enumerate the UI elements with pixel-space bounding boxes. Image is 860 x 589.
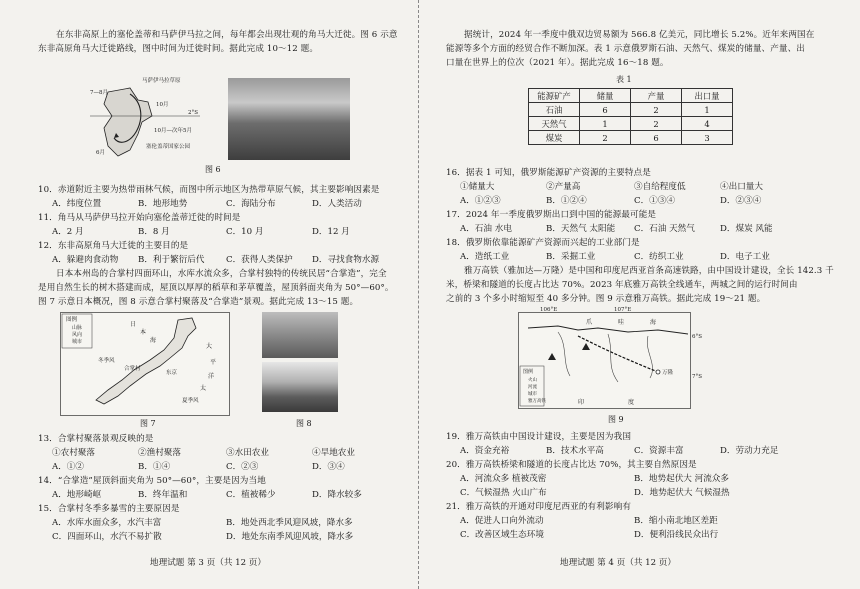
- option[interactable]: ③水田农业: [226, 448, 269, 458]
- option[interactable]: A．纬度位置: [52, 199, 102, 209]
- option[interactable]: D．12 月: [312, 227, 350, 237]
- question-18: 18．俄罗斯依靠能源矿产资源而兴起的工业部门是: [446, 238, 640, 248]
- fig7-label: 洋: [208, 373, 215, 380]
- table-cell: 1: [682, 103, 733, 117]
- fig7-label: 日: [130, 321, 137, 328]
- option[interactable]: C．纺织工业: [634, 252, 684, 262]
- intro2-line: 雅万高铁（雅加达—万隆）是中国和印度尼西亚首条高速铁路，由中国设计建设，全长 142.3 千: [464, 266, 834, 276]
- fig9-label: 107°E: [614, 307, 632, 313]
- table-header-cell: 产量: [631, 89, 682, 103]
- option[interactable]: A．①②: [52, 462, 84, 472]
- table-cell: 4: [682, 117, 733, 131]
- right-page: [430, 0, 860, 589]
- option[interactable]: C．10 月: [226, 227, 264, 237]
- table-header-cell: 能源矿产: [529, 89, 580, 103]
- question-20: 20．雅万高铁桥梁和隧道的长度占比达 70%，其主要自然原因是: [446, 460, 697, 470]
- fig9-legend-item: 城市: [528, 392, 537, 397]
- fig9-label: 爪: [586, 319, 593, 326]
- table-header-cell: 出口量: [682, 89, 733, 103]
- village-photo: [262, 312, 338, 358]
- fig9-legend-item: 火山: [528, 378, 537, 383]
- option[interactable]: C．改善区域生态环境: [460, 530, 544, 540]
- option[interactable]: D．劳动力充足: [720, 446, 779, 456]
- option[interactable]: ③自给程度低: [634, 182, 686, 192]
- option[interactable]: A．河流众多 植被茂密: [460, 474, 547, 484]
- intro2-line: 图 7 示意日本概况，图 8 示意合掌村聚落及“合掌造”景观。据此完成 13～15 题。: [38, 297, 359, 307]
- figure-7-caption: 图 7: [140, 419, 156, 428]
- option[interactable]: B．地形地势: [138, 199, 188, 209]
- question-19: 19．雅万高铁由中国设计建设，主要是因为我国: [446, 432, 632, 442]
- table-cell: 2: [631, 117, 682, 131]
- option[interactable]: A．资金充裕: [460, 446, 510, 456]
- fig7-label: 海: [150, 337, 157, 344]
- option[interactable]: A．促进人口向外流动: [460, 516, 544, 526]
- fig7-legend-item: 山脉: [72, 325, 83, 331]
- fig7-label: 冬季风: [98, 358, 115, 364]
- table-cell: 石油: [529, 103, 580, 117]
- question-12: 12．东非高原角马大迁徙的主要目的是: [38, 241, 189, 251]
- option[interactable]: D．降水较多: [312, 490, 362, 500]
- table-cell: 1: [580, 117, 631, 131]
- option[interactable]: D．电子工业: [720, 252, 770, 262]
- figure-9-caption: 图 9: [608, 415, 624, 424]
- option[interactable]: C．②③: [226, 462, 259, 472]
- option[interactable]: B．技术水平高: [546, 446, 604, 456]
- table-cell: 2: [580, 131, 631, 145]
- option[interactable]: D．③④: [312, 462, 345, 472]
- table-cell: 3: [682, 131, 733, 145]
- migration-photo: [228, 78, 350, 160]
- option[interactable]: B．采掘工业: [546, 252, 596, 262]
- city-icon: [656, 370, 660, 374]
- page-footer: 地理试题 第 3 页（共 12 页）: [150, 558, 266, 568]
- option[interactable]: C．资源丰富: [634, 446, 684, 456]
- option[interactable]: ②产量高: [546, 182, 581, 192]
- option[interactable]: C．①③④: [634, 196, 675, 206]
- option[interactable]: A．地形崎岖: [52, 490, 102, 500]
- option[interactable]: D．寻找食物水源: [312, 255, 380, 265]
- fig9-label: 7°S: [692, 374, 703, 380]
- fig9-label: 万隆: [662, 370, 674, 376]
- table-cell: 煤炭: [529, 131, 580, 145]
- fig9-label: 印: [578, 399, 585, 406]
- page-footer: 地理试题 第 4 页（共 12 页）: [560, 558, 676, 568]
- option[interactable]: B．天然气 太阳能: [546, 224, 616, 234]
- option[interactable]: D．便利沿线民众出行: [634, 530, 719, 540]
- question-10: 10．赤道附近主要为热带雨林气候，而图中所示地区为热带草原气候，其主要影响因素是: [38, 185, 380, 195]
- fig7-label: 东京: [166, 370, 178, 376]
- intro-line: 在东非高原上的塞伦盖蒂和马萨伊马拉之间，每年都会出现壮观的角马大迁徙。图 6 示意: [56, 30, 398, 40]
- option[interactable]: D．地势起伏大 气候湿热: [634, 488, 730, 498]
- fig6-label: 马萨伊马拉草原: [142, 78, 181, 84]
- option[interactable]: A．石油 水电: [460, 224, 512, 234]
- option[interactable]: C．植被稀少: [226, 490, 276, 500]
- option[interactable]: ①储量大: [460, 182, 495, 192]
- question-15: 15．合掌村冬季多暴雪的主要原因是: [38, 504, 180, 514]
- option[interactable]: B．地势起伏大 河流众多: [634, 474, 729, 484]
- fig7-label: 大: [206, 343, 213, 350]
- option[interactable]: C．获得人类保护: [226, 255, 293, 265]
- option[interactable]: C．石油 天然气: [634, 224, 695, 234]
- fig9-label: 6°S: [692, 334, 703, 340]
- table-row: [529, 131, 733, 145]
- figure-9-map: [518, 306, 718, 410]
- fig7-label: 夏季风: [182, 398, 199, 404]
- option[interactable]: A．水库水面众多，水汽丰富: [52, 518, 162, 528]
- option[interactable]: B．终年温和: [138, 490, 188, 500]
- option[interactable]: ①农村聚落: [52, 448, 95, 458]
- option[interactable]: D．煤炭 风能: [720, 224, 773, 234]
- table-1-caption: 表 1: [616, 75, 632, 84]
- fig9-legend-item: 雅万高铁: [528, 399, 546, 404]
- fig6-label: 6月: [96, 150, 105, 156]
- table-row: [529, 103, 733, 117]
- intro-line: 能源等多个方面的经贸合作不断加深。表 1 示意俄罗斯石油、天然气、煤炭的储量、产量、出: [446, 44, 805, 54]
- fig7-legend-item: 风向: [72, 332, 83, 338]
- option[interactable]: C．气候湿热 火山广布: [460, 488, 547, 498]
- option[interactable]: A．躲避肉食动物: [52, 255, 119, 265]
- intro-line: 据统计，2024 年一季度中俄双边贸易额为 566.8 亿美元，同比增长 5.2%。近年来两国在: [464, 30, 815, 40]
- option[interactable]: ④旱地农业: [312, 448, 355, 458]
- fig7-legend-title: 图例: [66, 317, 78, 323]
- option[interactable]: B．①②④: [546, 196, 587, 206]
- table-row: [529, 117, 733, 131]
- option[interactable]: A．①②③: [460, 196, 501, 206]
- table-header-row: [529, 89, 733, 103]
- fig6-label: 塞伦盖蒂国家公园: [146, 144, 191, 150]
- fig9-label: 106°E: [540, 307, 558, 313]
- option[interactable]: B．8 月: [138, 227, 170, 237]
- intro2-line: 之前的 3 个多小时缩短至 40 多分钟。图 9 示意雅万高铁。据此完成 19～21 题。: [446, 294, 766, 304]
- fig9-legend-item: 河流: [528, 385, 537, 390]
- fig6-label: 2°S: [188, 110, 199, 116]
- fig9-legend-title: 图例: [523, 369, 534, 375]
- question-13: 13．合掌村聚落景观反映的是: [38, 434, 154, 444]
- option[interactable]: C．四面环山，水汽不易扩散: [52, 532, 162, 542]
- question-14: 14．“合掌造”屋顶斜面夹角为 50°—60°，主要是因为当地: [38, 476, 266, 486]
- region-outline: [104, 88, 152, 156]
- table-cell: 2: [631, 103, 682, 117]
- fig7-label: 平: [210, 359, 217, 366]
- question-16: 16．据表 1 可知，俄罗斯能源矿产资源的主要特点是: [446, 168, 651, 178]
- option[interactable]: C．海陆分布: [226, 199, 276, 209]
- fig6-label: 10月—次年5月: [154, 128, 192, 134]
- option[interactable]: B．地处西北季风迎风坡，降水多: [226, 518, 353, 528]
- table-header-cell: 储量: [580, 89, 631, 103]
- option[interactable]: D．人类活动: [312, 199, 362, 209]
- option[interactable]: ④出口量大: [720, 182, 763, 192]
- fig7-label: 合掌村: [124, 366, 141, 372]
- question-11: 11．角马从马萨伊马拉开始向塞伦盖蒂迁徙的时间是: [38, 213, 241, 223]
- fig7-label: 太: [200, 385, 207, 392]
- figure-6-caption: 图 6: [205, 165, 221, 174]
- option[interactable]: A．2 月: [52, 227, 84, 237]
- intro2-line: 日本本州岛的合掌村四面环山，水库水流众多，合掌村独特的传统民居“合掌造”，完全: [56, 269, 387, 279]
- fig7-legend-item: 城市: [72, 339, 83, 345]
- fig7-label: 本: [140, 329, 147, 336]
- table-1: [528, 88, 733, 145]
- option[interactable]: B．利于繁衍后代: [138, 255, 205, 265]
- gassho-house-photo: [262, 362, 338, 412]
- option[interactable]: D．地处东南季风迎风坡，降水多: [226, 532, 354, 542]
- option[interactable]: A．造纸工业: [460, 252, 510, 262]
- intro2-line: 米，桥梁和隧道的长度占比达 70%。2023 年底雅万高铁全线通车，两城之间的运行时间由: [446, 280, 798, 290]
- figure-7-map: [60, 312, 230, 416]
- question-21: 21．雅万高铁的开通对印度尼西亚的有利影响有: [446, 502, 632, 512]
- option[interactable]: D．②③④: [720, 196, 762, 206]
- option[interactable]: ②渔村聚落: [138, 448, 181, 458]
- fig9-label: 哇: [618, 319, 625, 326]
- table-cell: 6: [631, 131, 682, 145]
- fig6-label: 7—8月: [90, 90, 108, 96]
- figure-6-map: [90, 72, 210, 164]
- question-17: 17．2024 年一季度俄罗斯出口到中国的能源最可能是: [446, 210, 657, 220]
- intro-line: 东非高原角马大迁徙路线，图中时间为迁徙时间。据此完成 10～12 题。: [38, 44, 319, 54]
- figure-8-caption: 图 8: [296, 419, 312, 428]
- intro2-line: 是用自然生长的树木搭建而成，屋顶以厚厚的稻草和茅草覆盖，屋顶斜面夹角为 50°—60°。: [38, 283, 394, 293]
- option[interactable]: B．缩小南北地区差距: [634, 516, 718, 526]
- fig9-label: 度: [628, 399, 635, 406]
- fig6-label: 10月: [156, 102, 169, 108]
- table-cell: 天然气: [529, 117, 580, 131]
- fig9-label: 海: [650, 319, 657, 326]
- table-cell: 6: [580, 103, 631, 117]
- intro-line: 口量在世界上的位次（2021 年）。据此完成 16～18 题。: [446, 58, 669, 68]
- option[interactable]: B．①④: [138, 462, 171, 472]
